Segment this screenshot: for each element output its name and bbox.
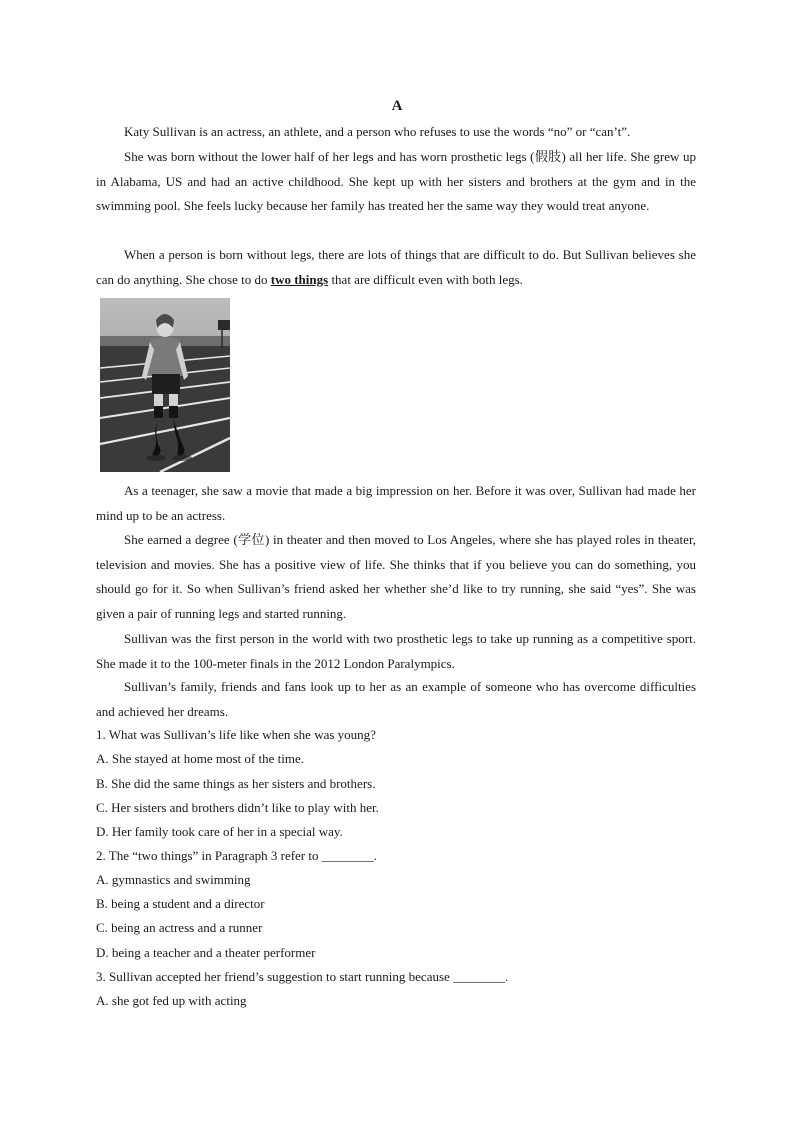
paragraph-6: Sullivan was the first person in the world with two prosthetic legs to take up running as a competitive sport. She made it to the 100-meter finals in the 2012 London Paralympics.: [96, 631, 696, 671]
question-3-stem: 3. Sullivan accepted her friend’s suggestion to start running because ________.: [96, 969, 509, 984]
question-2-option-b: B. being a student and a director: [96, 896, 265, 911]
question-1-option-b: B. She did the same things as her sisters and brothers.: [96, 776, 376, 791]
question-2-option-a: A. gymnastics and swimming: [96, 872, 251, 887]
paragraph-3-after: that are difficult even with both legs.: [328, 271, 523, 287]
question-3-option-a: A. she got fed up with acting: [96, 993, 247, 1008]
paragraph-5: She earned a degree (学位) in theater and then moved to Los Angeles, where she has played roles in theater, television and movies. She has a positive view of life. She thinks that if you believe you can do something, you should go for it. So when Sullivan’s friend asked her whether she’d like to try running, she said “yes”. She was given a pair of running legs and started running.: [96, 532, 696, 621]
question-1-stem: 1. What was Sullivan’s life like when she was young?: [96, 727, 376, 742]
paragraph-2: She was born without the lower half of her legs and has worn prosthetic legs (假肢) all her life. She grew up in Alabama, US and had an active childhood. She kept up with her sisters and brothers at the gym and in the swimming pool. She feels lucky because her family has treated her the same way they would treat anyone.: [96, 149, 696, 214]
question-1-option-c: C. Her sisters and brothers didn’t like to play with her.: [96, 800, 379, 815]
passage-title: A: [391, 98, 403, 114]
paragraph-1: Katy Sullivan is an actress, an athlete, and a person who refuses to use the words “no” or “can’t”.: [124, 124, 631, 139]
paragraph-3: [96, 243, 696, 292]
athlete-photo: [100, 298, 230, 472]
question-2-stem: 2. The “two things” in Paragraph 3 refer to ________.: [96, 848, 377, 863]
question-1-option-d: D. Her family took care of her in a special way.: [96, 824, 343, 839]
paragraph-4: As a teenager, she saw a movie that made a big impression on her. Before it was over, Sullivan had made her mind up to be an actress.: [96, 483, 696, 523]
paragraph-3-before: When a person is born without legs, there are lots of things that are difficult to do. But Sullivan believes she can do anything. She chose to do: [96, 247, 696, 287]
question-2-option-d: D. being a teacher and a theater performer: [96, 945, 316, 960]
two-things-underlined: two things: [270, 271, 329, 287]
paragraph-7: Sullivan’s family, friends and fans look up to her as an example of someone who has overcome difficulties and achieved her dreams.: [96, 679, 696, 719]
question-1-option-a: A. She stayed at home most of the time.: [96, 751, 304, 766]
question-2-option-c: C. being an actress and a runner: [96, 920, 263, 935]
